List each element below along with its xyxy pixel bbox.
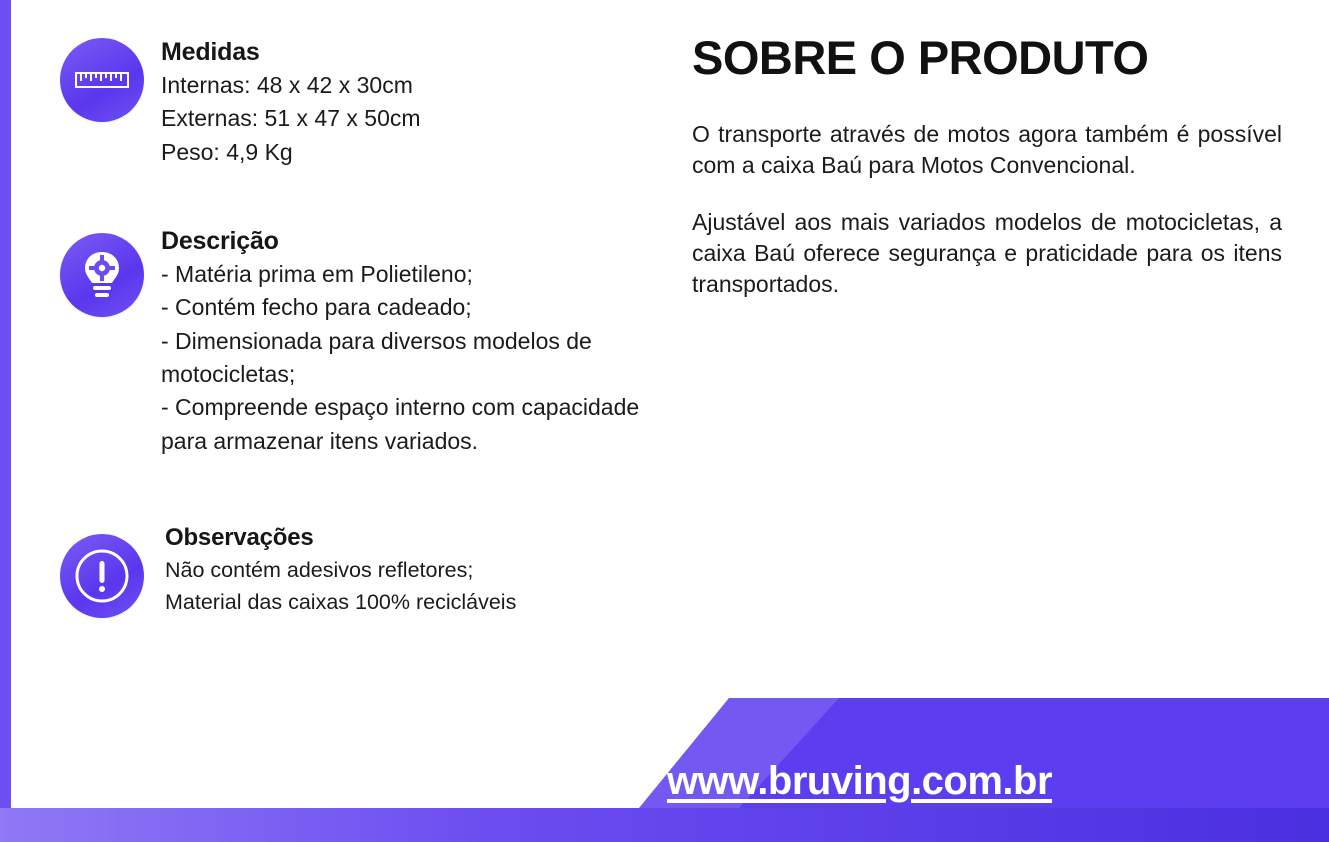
descricao-line-3: - Dimensionada para diversos modelos de motocicletas; [161, 327, 592, 388]
observacoes-line-1: Não contém adesivos refletores; [165, 558, 474, 583]
block-medidas [55, 38, 675, 169]
observacoes-title: Observações [165, 524, 314, 552]
footer-url [0, 759, 1329, 804]
left-accent-bar [0, 0, 11, 810]
block-descricao [55, 227, 675, 458]
ruler-icon [60, 38, 144, 122]
footer-band [0, 808, 1329, 842]
medidas-line-3: Peso: 4,9 Kg [161, 138, 293, 165]
website-link[interactable]: www.bruving.com.br [666, 759, 1053, 803]
descricao-icon-wrap [55, 227, 149, 317]
page-title: SOBRE O PRODUTO [692, 31, 1149, 84]
medidas-line-1: Internas: 48 x 42 x 30cm [161, 72, 413, 98]
descricao-text [149, 227, 675, 458]
observacoes-line-2: Material das caixas 100% recicláveis [165, 590, 517, 615]
descricao-line-2: - Contém fecho para cadeado; [161, 294, 472, 321]
medidas-icon-wrap [55, 38, 149, 122]
about-paragraph-1: O transporte através de motos agora também é possível com a caixa Baú para Motos Convencional. [692, 121, 1282, 179]
descricao-line-4: - Compreende espaço interno com capacidade para armazenar itens variados. [161, 394, 640, 454]
medidas-title: Medidas [161, 38, 260, 66]
lightbulb-gear-icon [60, 233, 144, 317]
medidas-line-2: Externas: 51 x 47 x 50cm [161, 105, 421, 132]
observacoes-text [149, 524, 675, 619]
left-column [55, 30, 675, 619]
right-column [692, 30, 1282, 326]
descricao-line-1: - Matéria prima em Polietileno; [161, 261, 473, 288]
descricao-title: Descrição [161, 227, 279, 256]
about-paragraph-2: Ajustável aos mais variados modelos de motocicletas, a caixa Baú oferece segurança e praticidade para os itens transportados. [692, 209, 1282, 298]
observacoes-icon-wrap [55, 524, 149, 618]
exclamation-circle-icon [60, 534, 144, 618]
medidas-text [149, 38, 675, 169]
block-observacoes [55, 524, 675, 619]
